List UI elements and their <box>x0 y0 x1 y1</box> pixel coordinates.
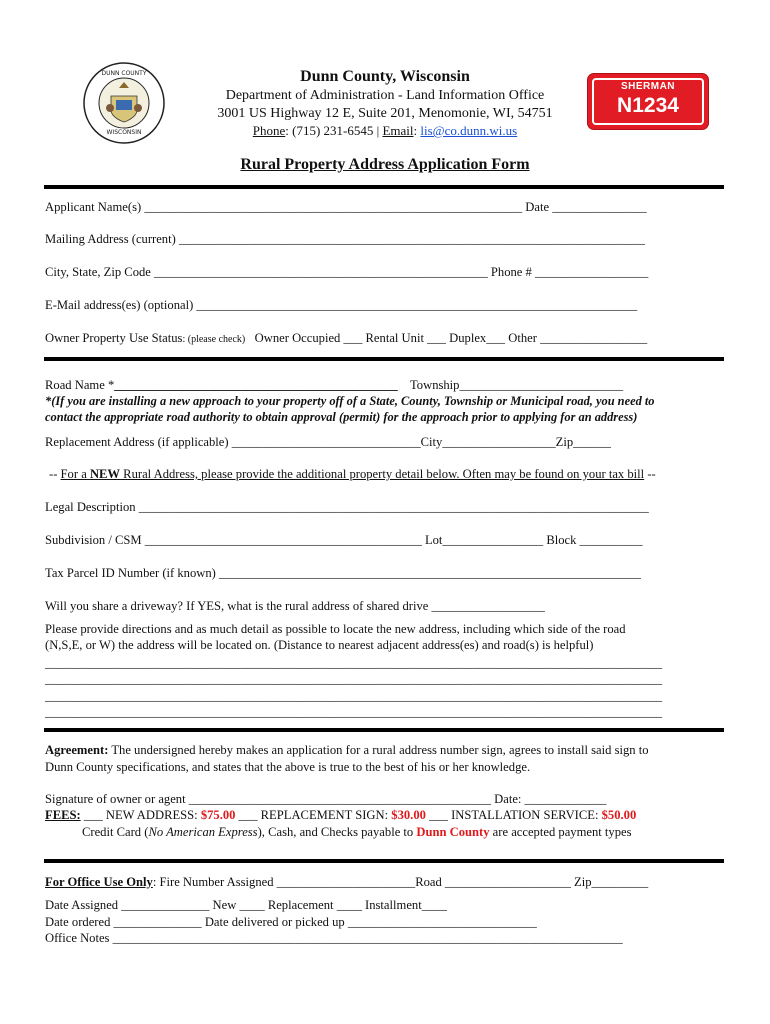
road-name-label: Road Name * <box>45 378 115 392</box>
email-label: Email <box>382 123 414 138</box>
office-address: 3001 US Highway 12 E, Suite 201, Menomonie, WI, 54751 <box>217 106 553 121</box>
section-divider-2 <box>44 728 724 732</box>
fire-number-field[interactable]: : Fire Number Assigned ______________________Road ____________________ Zip_________ <box>152 875 649 889</box>
form-title: Rural Property Address Application Form <box>240 156 530 173</box>
svg-text:WISCONSIN: WISCONSIN <box>106 129 142 136</box>
section-divider-1 <box>44 357 724 361</box>
directions-instructions: Please provide directions and as much detail as possible to locate the new address, including which side of the road <box>45 622 626 636</box>
road-name-row[interactable] <box>45 378 623 393</box>
agreement-label: Agreement: <box>45 743 109 757</box>
tax-parcel-field[interactable]: Tax Parcel ID Number (if known) ___________________________________________________________________ <box>45 566 641 580</box>
heading-for-a: For a <box>60 467 90 481</box>
fees-label: FEES: <box>45 808 81 822</box>
heading-dashes-left: -- <box>49 467 61 481</box>
owner-status-label: Owner Property Use Status <box>45 331 183 345</box>
agreement-text <box>45 743 649 758</box>
fees-replacement-label[interactable]: ___ REPLACEMENT SIGN: <box>235 808 392 822</box>
agreement-text-1: The undersigned hereby makes an application for a rural address number sign, agrees to install said sign to <box>108 743 649 757</box>
owner-status-row[interactable] <box>45 331 647 346</box>
office-notes-field[interactable]: Office Notes _________________________________________________________________________________ <box>45 931 623 945</box>
section-divider-3 <box>44 859 724 863</box>
road-name-blank[interactable]: _____________________________________________ <box>114 378 398 392</box>
new-address-heading <box>49 467 656 482</box>
owner-status-note: : (please check) <box>182 334 246 345</box>
fee-new-address: $75.00 <box>200 808 236 822</box>
phone-value: : (715) 231-6545 | <box>285 123 380 138</box>
payment-exception: No American Express <box>148 825 258 839</box>
shared-driveway-field[interactable]: Will you share a driveway? If YES, what is the rural address of shared drive __________________ <box>45 599 545 613</box>
directions-line[interactable]: __________________________________________________________________________________________________ <box>45 672 663 686</box>
subdivision-field[interactable]: Subdivision / CSM ____________________________________________ Lot________________ Block __________ <box>45 533 643 547</box>
payment-types <box>82 825 632 840</box>
svg-text:DUNN COUNTY: DUNN COUNTY <box>101 70 147 77</box>
city-state-zip-field[interactable]: City, State, Zip Code _____________________________________________________ Phone # __________________ <box>45 265 649 279</box>
payment-text-3: are accepted payment types <box>489 825 632 839</box>
county-title: Dunn County, Wisconsin <box>300 68 470 85</box>
email-field[interactable]: E-Mail address(es) (optional) ______________________________________________________________________ <box>45 298 638 312</box>
date-assigned-field[interactable]: Date Assigned ______________ New ____ Replacement ____ Installment____ <box>45 898 447 912</box>
signature-field[interactable]: Signature of owner or agent ________________________________________________ Date: _____________ <box>45 792 607 806</box>
fee-replacement-sign: $30.00 <box>391 808 426 822</box>
heading-dashes-right: -- <box>644 467 656 481</box>
directions-line[interactable]: __________________________________________________________________________________________________ <box>45 689 663 703</box>
road-sign-image <box>588 74 708 129</box>
heading-text <box>61 467 645 481</box>
payment-text-2: ), Cash, and Checks payable to <box>257 825 417 839</box>
heading-rest: Rural Address, please provide the additional property detail below. Often may be found on your tax bill <box>120 467 645 481</box>
applicant-name-field[interactable]: Applicant Name(s) ____________________________________________________________ Date _______________ <box>45 200 647 214</box>
fees-installation-label[interactable]: ___ INSTALLATION SERVICE: <box>425 808 602 822</box>
email-link[interactable]: lis@co.dunn.wi.us <box>420 123 518 138</box>
township-field[interactable]: Township__________________________ <box>409 378 624 392</box>
sign-road-name: SHERMAN <box>620 81 676 92</box>
mailing-address-field[interactable]: Mailing Address (current) __________________________________________________________________________ <box>45 232 645 246</box>
phone-label: Phone <box>252 123 286 138</box>
office-use-row <box>45 875 648 890</box>
owner-status-options[interactable]: Owner Occupied ___ Rental Unit ___ Duplex___ Other _________________ <box>254 331 648 345</box>
payment-payee: Dunn County <box>416 825 490 839</box>
heading-new: NEW <box>89 467 121 481</box>
replacement-address-field[interactable]: Replacement Address (if applicable) ______________________________City__________________Zip______ <box>45 435 611 449</box>
sign-number: N1234 <box>617 94 679 117</box>
agreement-text-2: Dunn County specifications, and states that the above is true to the best of his or her knowledge. <box>45 760 531 774</box>
fee-installation-service: $50.00 <box>601 808 637 822</box>
office-use-label: For Office Use Only <box>45 875 153 889</box>
date-ordered-field[interactable]: Date ordered ______________ Date delivered or picked up ______________________________ <box>45 915 537 929</box>
approach-note-2: contact the appropriate road authority to obtain approval (permit) for the approach prior to applying for an address) <box>45 410 638 424</box>
legal-description-field[interactable]: Legal Description _________________________________________________________________________________ <box>45 500 649 514</box>
email-colon: : <box>413 123 418 138</box>
approach-note: *(If you are installing a new approach to your property off of a State, County, Township or Municipal road, you need to <box>45 394 655 408</box>
header-divider <box>44 185 724 189</box>
directions-line[interactable]: __________________________________________________________________________________________________ <box>45 705 663 719</box>
payment-text-1: Credit Card ( <box>82 825 149 839</box>
fees-new-label[interactable]: ___ NEW ADDRESS: <box>80 808 201 822</box>
department-line: Department of Administration - Land Information Office <box>225 88 545 103</box>
fees-row <box>45 808 636 823</box>
directions-instructions-2: (N,S,E, or W) the address will be located on. (Distance to nearest adjacent address(es) and road(s) is helpful) <box>45 638 594 652</box>
directions-line[interactable]: __________________________________________________________________________________________________ <box>45 656 663 670</box>
